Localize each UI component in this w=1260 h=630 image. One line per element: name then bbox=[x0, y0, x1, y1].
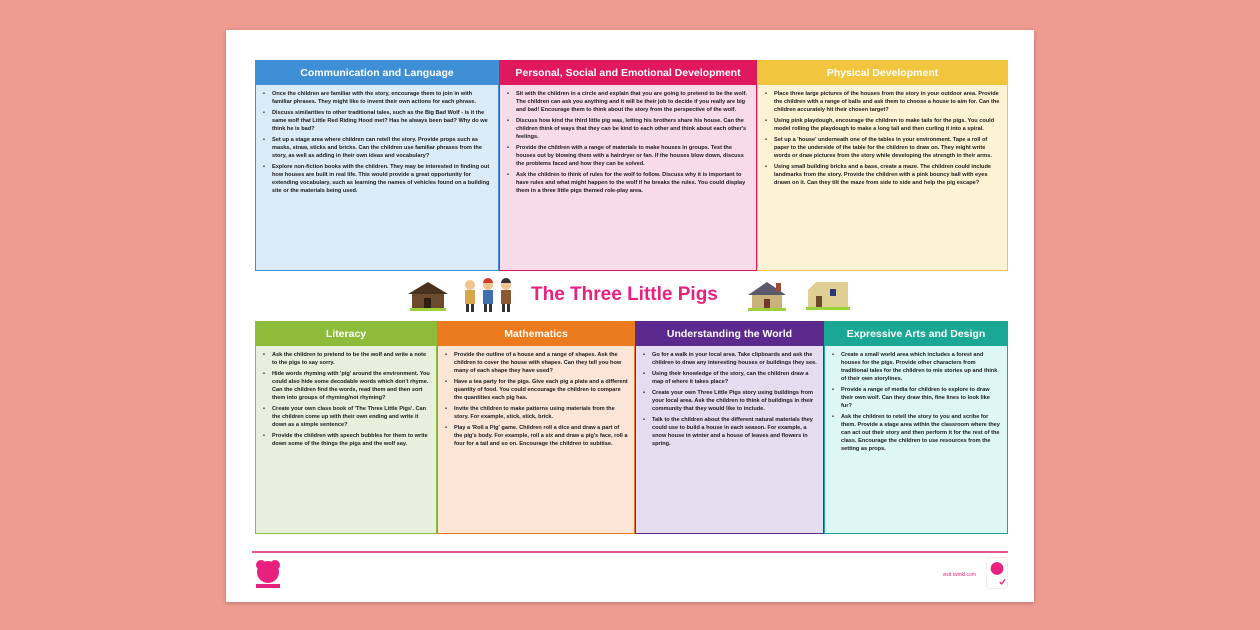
activity-item: • Explore non-fiction books with the children. They may be interested in finding out how houses are built in real life. This would provide a great opportunity for extending vocabulary, such as learning the names of vehicles found on a building site or the materials being used. bbox=[262, 163, 492, 195]
section-heading: Physical Development bbox=[758, 61, 1007, 85]
activity-list bbox=[764, 90, 1001, 187]
activity-item: • Provide the outline of a house and a range of shapes. Ask the children to cover the house with shapes. Can they tell you how many of each shape they have used? bbox=[444, 351, 628, 375]
activity-item: • Provide a range of media for children to explore to draw their own wolf. Can they draw thin, fine lines to look like fur? bbox=[831, 386, 1001, 410]
three-pigs-icon bbox=[460, 278, 518, 314]
section-mathematics bbox=[437, 321, 635, 534]
section-heading: Communication and Language bbox=[256, 61, 498, 85]
section-communication-and-language bbox=[255, 60, 499, 271]
activity-item: • Sit with the children in a circle and explain that you are going to pretend to be the wolf. The children can ask you anything and it will be their job to decide if you really are big and bad! Encourage them to think about the story from the perspective of the wolf. bbox=[506, 90, 750, 114]
document-page bbox=[226, 30, 1034, 602]
section-understanding-the-world bbox=[635, 321, 824, 534]
activity-list bbox=[506, 90, 750, 195]
activity-item: • Ask the children to think of rules for the wolf to follow. Discuss why it is important to have rules and what might happen to the wolf if he breaks the rules. You could display them in a three little pigs themed role-play area. bbox=[506, 171, 750, 195]
section-personal-social-and-emotional-development bbox=[499, 60, 757, 271]
section-heading: Mathematics bbox=[438, 322, 634, 346]
activity-item: • Play a 'Roll a Pig' game. Children roll a dice and draw a part of the pig's body. For example, roll a six and draw a pig's face, roll a four for a tail and so on. Encourage the children to subitise. bbox=[444, 424, 628, 448]
activity-item: • Place three large pictures of the houses from the story in your outdoor area. Provide the children with a range of balls and ask them to choose a house to aim for. Can the children accurately hit their chosen target? bbox=[764, 90, 1001, 114]
activity-item: • Discuss how kind the third little pig was, letting his brothers share his house. Can the children think of ways that they can be kind to each other and think about each other's feelings. bbox=[506, 117, 750, 141]
activity-item: • Set up a 'house' underneath one of the tables in your environment. Tape a roll of paper to the underside of the table for the children to draw on. They might write words or draw pictures from the story while developing the strength in their arms. bbox=[764, 136, 1001, 160]
activity-item: • Ask the children to pretend to be the wolf and write a note to the pigs to say sorry. bbox=[262, 351, 430, 367]
activity-item: • Provide the children with speech bubbles for them to write down some of the things the pigs and the wolf say. bbox=[262, 432, 430, 448]
activity-item: • Talk to the children about the different natural materials they could use to build a house in each season. For example, a snow house in winter and a house of leaves and flowers in spring. bbox=[642, 416, 817, 448]
activity-item: • Using their knowledge of the story, can the children draw a map of where it takes place? bbox=[642, 370, 817, 386]
footer-divider bbox=[252, 551, 1008, 553]
section-heading: Understanding the World bbox=[636, 322, 823, 346]
activity-item: • Discuss similarities to other traditional tales, such as the Big Bad Wolf - is it the same wolf that Little Red Riding Hood met? Has he always been bad? Why do we think he is bad? bbox=[262, 109, 492, 133]
activity-list bbox=[262, 90, 492, 195]
activity-item: • Go for a walk in your local area. Take clipboards and ask the children to draw any interesting houses or buildings they see. bbox=[642, 351, 817, 367]
stick-house-icon bbox=[746, 280, 788, 312]
section-heading: Literacy bbox=[256, 322, 436, 346]
activity-list bbox=[262, 351, 430, 448]
brick-house-icon bbox=[804, 280, 852, 312]
section-physical-development bbox=[757, 60, 1008, 271]
page-title: The Three Little Pigs bbox=[531, 284, 718, 305]
footer-url[interactable]: visit twinkl.com bbox=[942, 572, 976, 578]
activity-item: • Hide words rhyming with 'pig' around the environment. You could also hide some decodable words which don't rhyme. Can the children find the words, read them and then sort them into groups of rhyming/not rhyming? bbox=[262, 370, 430, 402]
activity-item: • Set up a stage area where children can retell the story. Provide props such as masks, straw, sticks and bricks. Can the children use familiar phrases from the story, as well as adding in their own ideas and vocabulary? bbox=[262, 136, 492, 160]
activity-list bbox=[642, 351, 817, 448]
activity-item: • Provide the children with a range of materials to make houses in groups. Test the houses out by blowing them with a hairdryer or fan. If the houses blow down, discuss the problems faced and how they can be solved. bbox=[506, 144, 750, 168]
section-literacy bbox=[255, 321, 437, 534]
activity-list bbox=[831, 351, 1001, 453]
twinkl-badge-icon bbox=[986, 557, 1008, 589]
section-heading: Expressive Arts and Design bbox=[825, 322, 1007, 346]
activity-item: • Create a small world area which includes a forest and houses for the pigs. Provide other characters from traditional tales for the children to mix stories up and think of their own storylines. bbox=[831, 351, 1001, 383]
activity-item: • Once the children are familiar with the story, encourage them to join in with familiar phrases. They might like to invent their own actions for each phrase. bbox=[262, 90, 492, 106]
activity-item: • Create your own class book of 'The Three Little Pigs'. Can the children come up with their own ending and write it down as a simple sentence? bbox=[262, 405, 430, 429]
activity-item: • Have a tea party for the pigs. Give each pig a plate and a different quantity of food. You could encourage the children to compare the quantities each pig has. bbox=[444, 378, 628, 402]
activity-list bbox=[444, 351, 628, 448]
activity-item: • Using pink playdough, encourage the children to make tails for the pigs. You could model rolling the playdough to make a long tail and then curling it into a spiral. bbox=[764, 117, 1001, 133]
title-row bbox=[226, 276, 1034, 316]
activity-item: • Ask the children to retell the story to you and scribe for them. Provide a stage area within the classroom where they can act out their story and then perform it for the rest of the class. Encourage the children to use resources from the setting as props. bbox=[831, 413, 1001, 453]
activity-item: • Invite the children to make patterns using materials from the story. For example, stick, stick, brick. bbox=[444, 405, 628, 421]
straw-house-icon bbox=[408, 280, 448, 312]
activity-item: • Create your own Three Little Pigs story using buildings from your local area. Ask the children to think of buildings in their community that they would like to include. bbox=[642, 389, 817, 413]
twinkl-logo bbox=[252, 558, 284, 590]
section-expressive-arts-and-design bbox=[824, 321, 1008, 534]
activity-item: • Using small building bricks and a base, create a maze. The children could include landmarks from the story. Provide the children with a pink bouncy ball with eyes drawn on it. Can they tilt the maze from side to side and help the pig escape? bbox=[764, 163, 1001, 187]
section-heading: Personal, Social and Emotional Development bbox=[500, 61, 756, 85]
